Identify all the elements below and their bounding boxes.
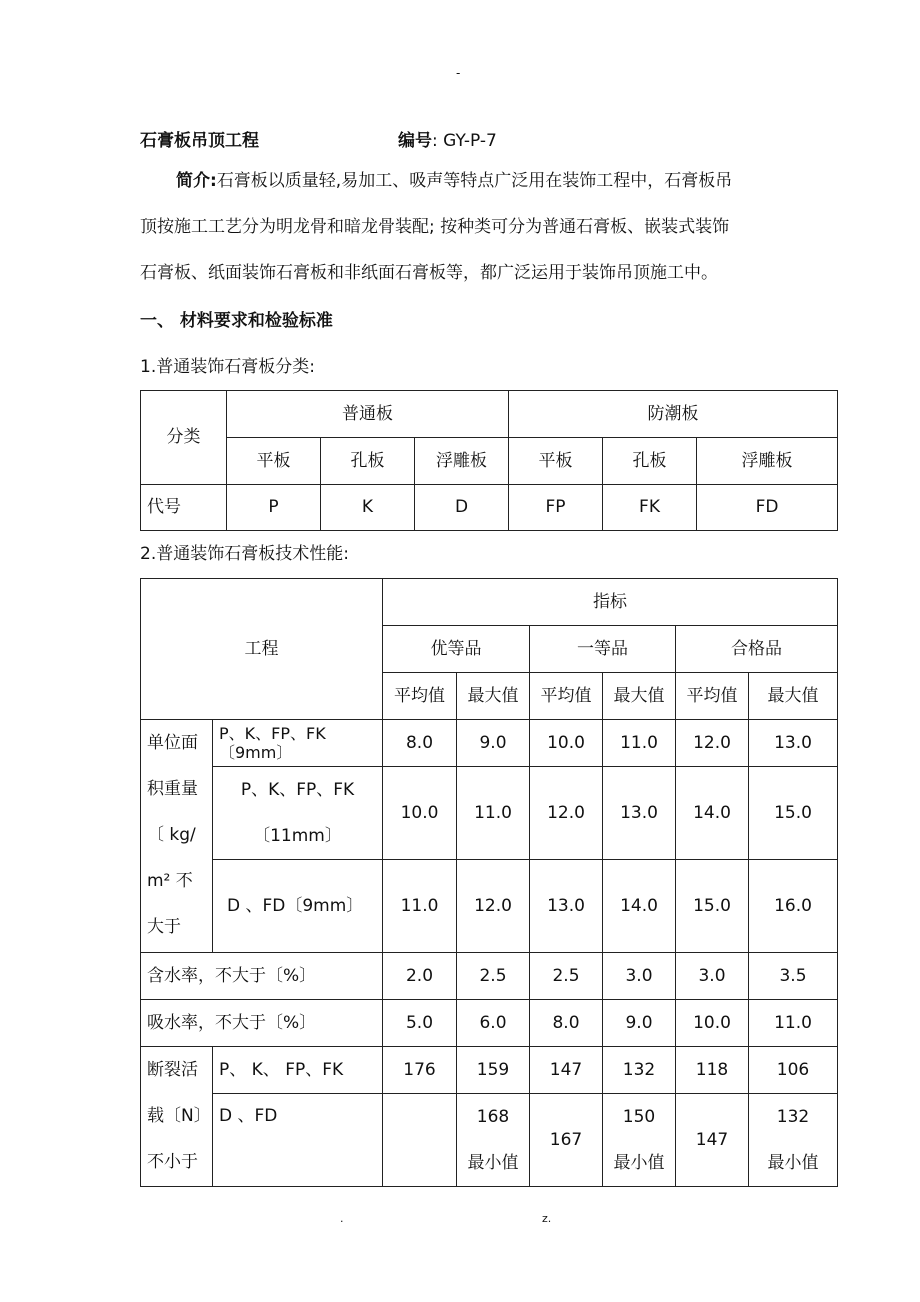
value-cell-empty (383, 1094, 457, 1187)
stat-header: 平均值 (676, 673, 749, 720)
value-cell: 159 (457, 1047, 530, 1094)
intro-label: 简介: (176, 171, 217, 191)
code-cell: P (227, 485, 321, 531)
value-cell: 3.5 (749, 953, 838, 1000)
value-cell: 11.0 (383, 860, 457, 953)
value-cell: 176 (383, 1047, 457, 1094)
stat-header: 最大值 (749, 673, 838, 720)
value-cell: 10.0 (530, 720, 603, 767)
performance-table (140, 578, 838, 1187)
code-cell: D (415, 485, 509, 531)
note-line: 最小值 (613, 1153, 665, 1173)
group-header-moisture: 防潮板 (509, 391, 838, 438)
intro-line-3: 石膏板、纸面装饰石膏板和非纸面石膏板等，都广泛运用于装饰吊顶施工中。 (140, 263, 718, 283)
value-cell: 10.0 (676, 1000, 749, 1047)
stat-header: 平均值 (530, 673, 603, 720)
value-cell (457, 1094, 530, 1187)
section-heading-1: 一、 材料要求和检验标准 (140, 311, 333, 331)
spec-cell (213, 767, 383, 860)
label-line: 大于 (147, 917, 181, 937)
intro-line-2: 顶按施工工艺分为明龙骨和暗龙骨装配; 按种类可分为普通石膏板、嵌装式装饰 (140, 217, 730, 237)
value-cell: 9.0 (603, 1000, 676, 1047)
value-cell: 14.0 (603, 860, 676, 953)
type-header: 孔板 (603, 438, 697, 485)
value-cell: 11.0 (603, 720, 676, 767)
value-cell: 14.0 (676, 767, 749, 860)
grade-header: 优等品 (383, 626, 530, 673)
absorption-label: 吸水率，不大于〔%〕 (141, 1000, 383, 1047)
value-cell: 12.0 (530, 767, 603, 860)
code-cell: FK (603, 485, 697, 531)
grade-header: 一等品 (530, 626, 676, 673)
value-line: 168 (476, 1107, 510, 1127)
spec-cell: D 、FD (213, 1094, 383, 1187)
value-cell: 147 (530, 1047, 603, 1094)
unit-weight-label (141, 720, 213, 953)
spec-cell: P、K、FP、FK〔9mm〕 (213, 720, 383, 767)
label-line: m² 不 (147, 871, 193, 891)
footer-left-mark: . (340, 1212, 344, 1225)
code-cell: K (321, 485, 415, 531)
spec-cell: P、 K、 FP、FK (213, 1047, 383, 1094)
type-header: 平板 (509, 438, 603, 485)
label-line: 断裂活 (147, 1060, 198, 1080)
code-cell: FP (509, 485, 603, 531)
break-load-label (141, 1047, 213, 1187)
document-title: 石膏板吊顶工程 (140, 131, 259, 151)
value-line: 150 (622, 1107, 656, 1127)
value-cell: 9.0 (457, 720, 530, 767)
type-header: 平板 (227, 438, 321, 485)
type-header: 浮雕板 (415, 438, 509, 485)
value-cell: 11.0 (749, 1000, 838, 1047)
code-value: : GY-P-7 (432, 131, 497, 151)
footer-right-mark: z. (542, 1212, 552, 1225)
value-cell: 15.0 (676, 860, 749, 953)
value-cell: 6.0 (457, 1000, 530, 1047)
code-cell: FD (697, 485, 838, 531)
indicator-header: 指标 (383, 579, 838, 626)
value-cell: 13.0 (749, 720, 838, 767)
group-header-standard: 普通板 (227, 391, 509, 438)
value-cell: 106 (749, 1047, 838, 1094)
project-header: 工程 (141, 579, 383, 720)
value-line: 132 (776, 1107, 810, 1127)
value-cell: 8.0 (383, 720, 457, 767)
value-cell: 2.5 (530, 953, 603, 1000)
type-header: 浮雕板 (697, 438, 838, 485)
category-header: 分类 (141, 391, 227, 485)
value-cell: 10.0 (383, 767, 457, 860)
header-mark: - (456, 66, 461, 80)
value-cell: 12.0 (676, 720, 749, 767)
value-cell: 13.0 (603, 767, 676, 860)
stat-header: 平均值 (383, 673, 457, 720)
classification-table (140, 390, 838, 531)
value-cell: 3.0 (603, 953, 676, 1000)
spec-line: 〔11mm〕 (253, 826, 342, 846)
subheading-performance: 2.普通装饰石膏板技术性能: (140, 544, 349, 564)
document-code (398, 126, 497, 151)
value-cell: 13.0 (530, 860, 603, 953)
value-cell: 8.0 (530, 1000, 603, 1047)
value-cell: 15.0 (749, 767, 838, 860)
label-line: 〔 kg/ (147, 825, 196, 845)
spec-cell: D 、FD〔9mm〕 (213, 860, 383, 953)
value-cell: 3.0 (676, 953, 749, 1000)
label-line: 单位面 (147, 733, 198, 753)
value-cell: 147 (676, 1094, 749, 1187)
value-cell: 132 (603, 1047, 676, 1094)
value-cell: 12.0 (457, 860, 530, 953)
spec-line: P、K、FP、FK (240, 780, 355, 800)
moisture-label: 含水率，不大于〔%〕 (141, 953, 383, 1000)
value-cell (749, 1094, 838, 1187)
label-line: 载〔N〕 (147, 1106, 211, 1126)
value-cell: 2.0 (383, 953, 457, 1000)
value-cell: 16.0 (749, 860, 838, 953)
code-label: 编号 (398, 131, 432, 151)
code-row-label: 代号 (141, 485, 227, 531)
subheading-classification: 1.普通装饰石膏板分类: (140, 357, 315, 377)
note-line: 最小值 (467, 1153, 519, 1173)
document-title-row (140, 126, 497, 151)
label-line: 积重量 (147, 779, 198, 799)
stat-header: 最大值 (457, 673, 530, 720)
intro-line-1 (176, 166, 732, 191)
label-line: 不小于 (147, 1152, 198, 1172)
value-cell: 118 (676, 1047, 749, 1094)
value-cell: 167 (530, 1094, 603, 1187)
stat-header: 最大值 (603, 673, 676, 720)
value-cell: 5.0 (383, 1000, 457, 1047)
value-cell: 2.5 (457, 953, 530, 1000)
type-header: 孔板 (321, 438, 415, 485)
value-cell (603, 1094, 676, 1187)
note-line: 最小值 (767, 1153, 819, 1173)
intro-text-1: 石膏板以质量轻,易加工、吸声等特点广泛用在装饰工程中，石膏板吊 (216, 171, 733, 191)
grade-header: 合格品 (676, 626, 838, 673)
value-cell: 11.0 (457, 767, 530, 860)
